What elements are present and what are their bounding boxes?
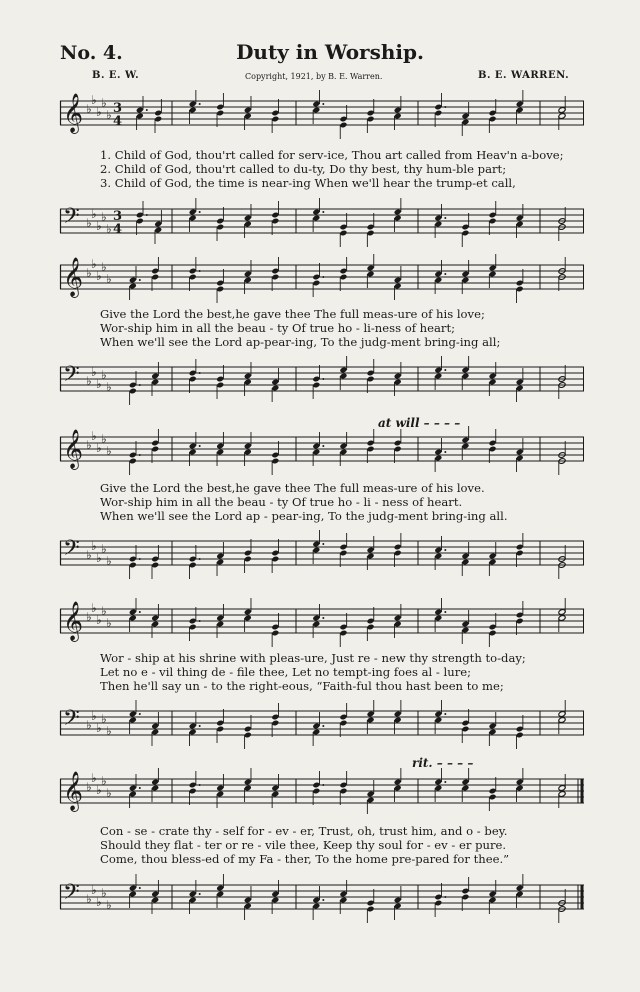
svg-text:♭: ♭ bbox=[96, 783, 102, 797]
svg-text:♭: ♭ bbox=[96, 551, 102, 565]
bass-staff bbox=[60, 708, 584, 738]
svg-text:♭: ♭ bbox=[96, 377, 102, 391]
bass-staff bbox=[60, 882, 584, 912]
svg-text:♭: ♭ bbox=[101, 774, 107, 788]
svg-text:𝄢: 𝄢 bbox=[63, 204, 80, 234]
svg-text:♭: ♭ bbox=[91, 601, 97, 615]
svg-text:♭: ♭ bbox=[86, 780, 92, 794]
lyrics-block bbox=[100, 307, 584, 349]
staff-notation bbox=[60, 538, 584, 568]
bass-staff bbox=[60, 206, 584, 236]
lyric-verse-3: Then he'll say un - to the right-eous, “Faith-ful thou hast been to me; bbox=[100, 679, 504, 693]
copyright-notice: Copyright, 1921, by B. E. Warren. bbox=[245, 72, 383, 81]
svg-text:♭: ♭ bbox=[106, 380, 112, 394]
svg-text:♭: ♭ bbox=[86, 718, 92, 732]
staff-notation bbox=[60, 771, 584, 811]
staff-notation bbox=[60, 429, 584, 469]
lyric-verse-3: When we'll see the Lord ap - pear-ing, To the judg-ment bring-ing all. bbox=[100, 509, 508, 523]
staff-notation bbox=[60, 257, 584, 297]
lyric-verse-3: When we'll see the Lord ap-pear-ing, To the judg-ment bring-ing all; bbox=[100, 335, 501, 349]
svg-text:♭: ♭ bbox=[101, 886, 107, 900]
svg-text:♭: ♭ bbox=[106, 554, 112, 568]
treble-staff bbox=[60, 429, 584, 469]
svg-text:♭: ♭ bbox=[106, 444, 112, 458]
svg-text:𝄞: 𝄞 bbox=[63, 257, 84, 297]
svg-text:♭: ♭ bbox=[86, 374, 92, 388]
svg-text:♭: ♭ bbox=[91, 709, 97, 723]
svg-text:♭: ♭ bbox=[96, 721, 102, 735]
lyrics-block bbox=[100, 481, 584, 523]
lyric-verse-1: Give the Lord the best,he gave thee The full meas-ure of his love. bbox=[100, 481, 485, 495]
lyric-verse-2: Let no e - vil thing de - file thee, Let no tempt-ing foes al - lure; bbox=[100, 665, 472, 679]
staff-notation bbox=[60, 206, 584, 236]
svg-text:♭: ♭ bbox=[106, 786, 112, 800]
lyrics-block bbox=[100, 148, 584, 190]
svg-text:♭: ♭ bbox=[101, 542, 107, 556]
tempo-direction: rit. – – – – bbox=[412, 756, 474, 770]
treble-staff bbox=[60, 771, 584, 811]
lyric-verse-2: Wor-ship him in all the beau - ty Of true ho - li-ness of heart; bbox=[100, 321, 456, 335]
svg-text:♭: ♭ bbox=[101, 260, 107, 274]
svg-text:♭: ♭ bbox=[106, 222, 112, 236]
svg-text:♭: ♭ bbox=[86, 216, 92, 230]
lyrics-block bbox=[100, 824, 584, 866]
lyric-verse-2: Wor-ship him in all the beau - ty Of true ho - li - ness of heart. bbox=[100, 495, 463, 509]
svg-text:4: 4 bbox=[113, 222, 123, 237]
svg-text:♭: ♭ bbox=[106, 898, 112, 912]
svg-text:♭: ♭ bbox=[101, 432, 107, 446]
bass-staff bbox=[60, 364, 584, 394]
hymn-number: No. 4. bbox=[60, 42, 123, 64]
staff-notation bbox=[60, 882, 584, 912]
staff-notation bbox=[60, 364, 584, 394]
svg-text:♭: ♭ bbox=[86, 610, 92, 624]
staff-notation bbox=[60, 601, 584, 641]
hymn-title: Duty in Worship. bbox=[236, 40, 424, 64]
treble-staff bbox=[60, 601, 584, 641]
tempo-direction: at will – – – – bbox=[378, 416, 461, 430]
svg-text:♭: ♭ bbox=[91, 429, 97, 443]
svg-text:𝄢: 𝄢 bbox=[63, 706, 80, 736]
svg-text:♭: ♭ bbox=[106, 272, 112, 286]
svg-text:♭: ♭ bbox=[91, 883, 97, 897]
svg-text:𝄞: 𝄞 bbox=[63, 429, 84, 469]
staff-notation bbox=[60, 93, 584, 133]
svg-text:♭: ♭ bbox=[96, 105, 102, 119]
staff-notation bbox=[60, 708, 584, 738]
svg-text:♭: ♭ bbox=[101, 712, 107, 726]
svg-text:3: 3 bbox=[113, 101, 123, 116]
svg-text:𝄞: 𝄞 bbox=[63, 771, 84, 811]
svg-text:𝄢: 𝄢 bbox=[63, 536, 80, 566]
svg-text:♭: ♭ bbox=[86, 548, 92, 562]
svg-text:♭: ♭ bbox=[96, 441, 102, 455]
bass-staff bbox=[60, 538, 584, 568]
svg-text:𝄞: 𝄞 bbox=[63, 601, 84, 641]
lyric-verse-1: Con - se - crate thy - self for - ev - er, Trust, oh, trust him, and o - bey. bbox=[100, 824, 508, 838]
svg-text:♭: ♭ bbox=[101, 96, 107, 110]
svg-text:♭: ♭ bbox=[101, 210, 107, 224]
svg-text:♭: ♭ bbox=[96, 613, 102, 627]
lyrics-block bbox=[100, 651, 584, 693]
svg-text:♭: ♭ bbox=[91, 207, 97, 221]
svg-text:♭: ♭ bbox=[86, 102, 92, 116]
svg-text:♭: ♭ bbox=[106, 724, 112, 738]
svg-text:𝄢: 𝄢 bbox=[63, 362, 80, 392]
lyric-verse-1: Give the Lord the best,he gave thee The full meas-ure of his love; bbox=[100, 307, 485, 321]
lyric-verse-2: 2. Child of God, thou'rt called to du-ty, Do thy best, thy hum-ble part; bbox=[100, 162, 507, 176]
svg-text:♭: ♭ bbox=[86, 892, 92, 906]
svg-text:♭: ♭ bbox=[91, 93, 97, 107]
treble-staff bbox=[60, 257, 584, 297]
svg-text:♭: ♭ bbox=[106, 108, 112, 122]
composer-credit: B. E. WARREN. bbox=[478, 70, 570, 81]
svg-text:♭: ♭ bbox=[96, 895, 102, 909]
svg-text:♭: ♭ bbox=[101, 604, 107, 618]
lyric-verse-1: 1. Child of God, thou'rt called for serv-ice, Thou art called from Heav'n a-bove; bbox=[100, 148, 564, 162]
svg-text:♭: ♭ bbox=[86, 438, 92, 452]
svg-text:♭: ♭ bbox=[96, 219, 102, 233]
svg-text:♭: ♭ bbox=[91, 365, 97, 379]
svg-text:4: 4 bbox=[113, 114, 123, 129]
svg-text:♭: ♭ bbox=[86, 266, 92, 280]
svg-text:♭: ♭ bbox=[91, 257, 97, 271]
svg-text:𝄢: 𝄢 bbox=[63, 880, 80, 910]
lyric-verse-3: Come, thou bless-ed of my Fa - ther, To the home pre-pared for thee.” bbox=[100, 852, 510, 866]
svg-text:♭: ♭ bbox=[101, 368, 107, 382]
svg-text:♭: ♭ bbox=[91, 771, 97, 785]
svg-text:3: 3 bbox=[113, 209, 123, 224]
lyric-verse-2: Should they flat - ter or re - vile thee, Keep thy soul for - ev - er pure. bbox=[100, 838, 507, 852]
svg-text:𝄞: 𝄞 bbox=[63, 93, 84, 133]
svg-text:♭: ♭ bbox=[91, 539, 97, 553]
svg-text:♭: ♭ bbox=[96, 269, 102, 283]
lyric-verse-1: Wor - ship at his shrine with pleas-ure, Just re - new thy strength to-day; bbox=[100, 651, 526, 665]
svg-text:♭: ♭ bbox=[106, 616, 112, 630]
treble-staff bbox=[60, 93, 584, 133]
lyric-verse-3: 3. Child of God, the time is near-ing When we'll hear the trump-et call, bbox=[100, 176, 516, 190]
author-initials: B. E. W. bbox=[92, 70, 140, 81]
